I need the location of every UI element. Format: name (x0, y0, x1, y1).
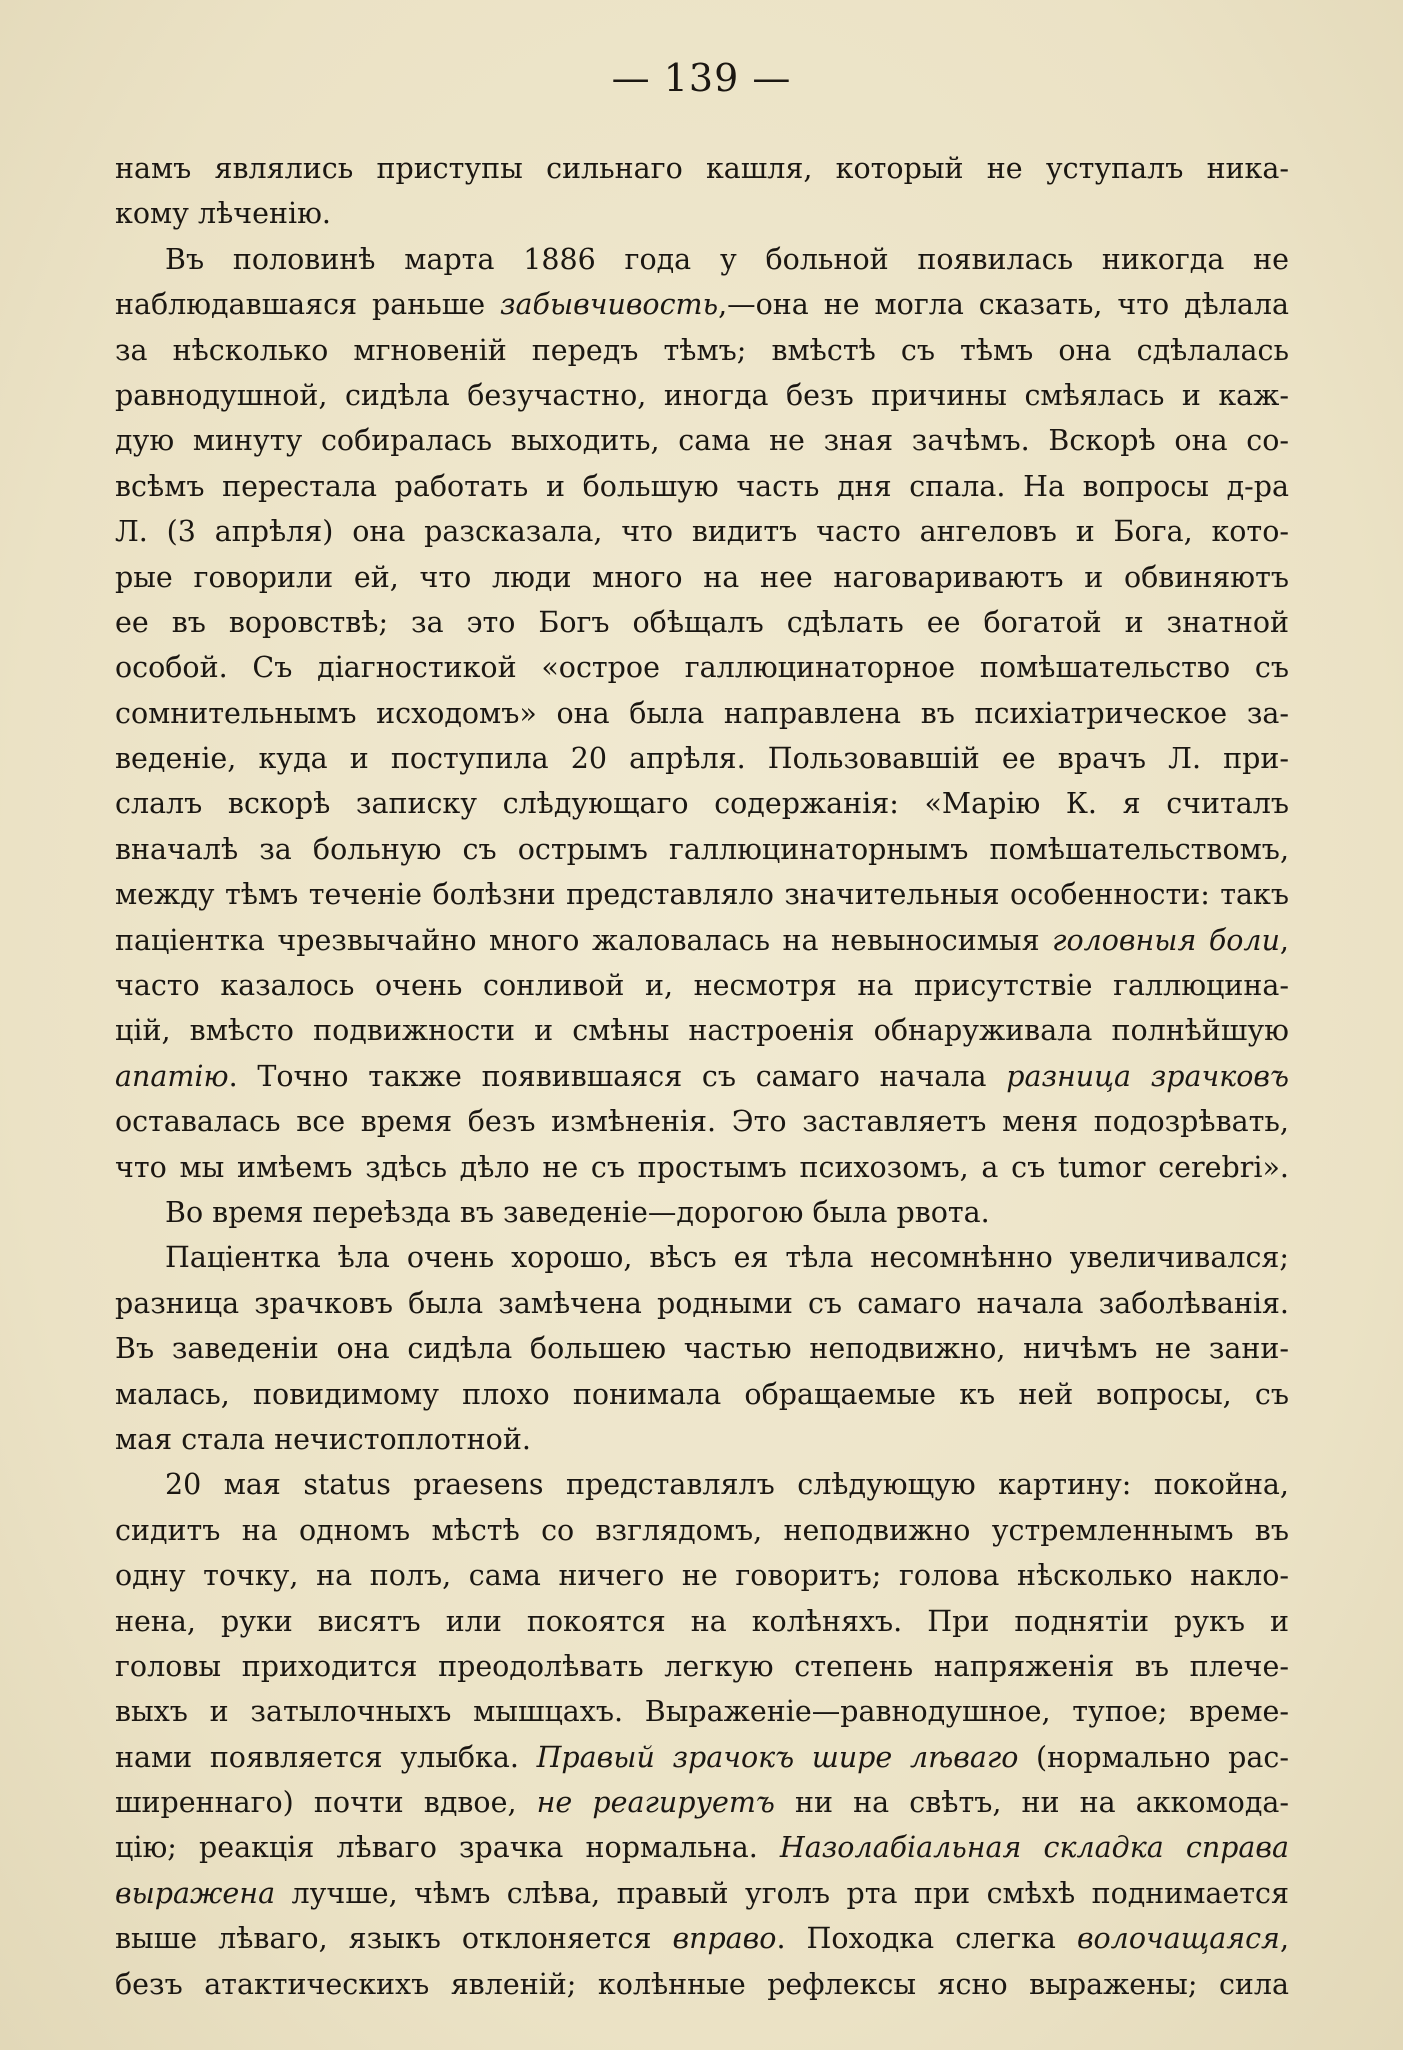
text-line: сидитъ на одномъ мѣстѣ со взглядомъ, неподвижно устремленнымъ въ (115, 1513, 1289, 1547)
text-line: Во время переѣзда въ заведеніе—дорогою была рвота. (165, 1195, 990, 1229)
text-line: выше лѣваго, языкъ отклоняется вправо. Походка слегка волочащаяся, (115, 1922, 1289, 1956)
emphasized-text: вправо (672, 1922, 777, 1956)
body-text (115, 146, 1289, 2007)
text-line: ее въ воровствѣ; за это Богъ обѣщалъ сдѣлать ее богатой и знатной (115, 605, 1289, 639)
text-line: ширеннаго) почти вдвое, не реагируетъ ни на свѣтъ, ни на аккомода- (115, 1786, 1289, 1820)
text-line: особой. Съ діагностикой «острое галлюцинаторное помѣшательство съ (115, 651, 1289, 685)
text-line: слалъ вскорѣ записку слѣдующаго содержанія: «Марію К. я считалъ (115, 787, 1289, 821)
text-line: равнодушной, сидѣла безучастно, иногда безъ причины смѣялась и каж- (115, 378, 1289, 412)
emphasized-text: забывчивость (500, 288, 719, 322)
text-line: Въ половинѣ марта 1886 года у больной появилась никогда не (165, 242, 1289, 276)
text-line: веденіе, куда и поступила 20 апрѣля. Пользовавшій ее врачъ Л. при- (115, 742, 1289, 776)
page-number: — 139 — (611, 56, 792, 100)
text-line: рые говорили ей, что люди много на нее наговариваютъ и обвиняютъ (115, 560, 1289, 594)
emphasized-text: головныя боли (1052, 923, 1280, 957)
text-line: апатію. Точно также появившаяся съ самаго начала разница зрачковъ (115, 1059, 1289, 1093)
emphasized-text: разница зрачковъ (1006, 1059, 1289, 1093)
text-line: вначалѣ за больную съ острымъ галлюцинаторнымъ помѣшательствомъ, (115, 832, 1289, 866)
text-line: малась, повидимому плохо понимала обращаемые къ ней вопросы, съ (115, 1377, 1289, 1411)
text-line: разница зрачковъ была замѣчена родными съ самаго начала заболѣванія. (115, 1286, 1289, 1320)
text-line: цію; реакція лѣваго зрачка нормальна. Назолабіальная складка справа (115, 1831, 1289, 1865)
text-line: всѣмъ перестала работать и большую часть дня спала. На вопросы д-ра (115, 469, 1289, 503)
text-line: головы приходится преодолѣвать легкую степень напряженія въ плече- (115, 1649, 1289, 1683)
text-line: дую минуту собиралась выходить, сама не зная зачѣмъ. Вскорѣ она со- (115, 424, 1289, 458)
emphasized-text: Назолабіальная складка справа (779, 1831, 1289, 1865)
text-line: паціентка чрезвычайно много жаловалась на невыносимыя головныя боли, (115, 923, 1289, 957)
text-line: нами появляется улыбка. Правый зрачокъ шире лѣваго (нормально рас- (115, 1740, 1289, 1774)
text-line: сомнительнымъ исходомъ» она была направлена въ психіатрическое за- (115, 696, 1289, 730)
text-line: мая стала нечистоплотной. (115, 1422, 531, 1456)
text-line: выхъ и затылочныхъ мышцахъ. Выраженіе—равнодушное, тупое; време- (115, 1695, 1289, 1729)
text-line: Паціентка ѣла очень хорошо, вѣсъ ея тѣла несомнѣнно увеличивался; (165, 1241, 1289, 1275)
text-line: между тѣмъ теченіе болѣзни представляло значительныя особенности: такъ (115, 878, 1289, 912)
text-line: часто казалось очень сонливой и, несмотря на присутствіе галлюцина- (115, 969, 1289, 1003)
text-line: одну точку, на полъ, сама ничего не говоритъ; голова нѣсколько накло- (115, 1559, 1289, 1593)
emphasized-text: выражена (115, 1876, 276, 1910)
emphasized-text: апатію (115, 1059, 229, 1093)
text-line: безъ атактическихъ явленій; колѣнные рефлексы ясно выражены; сила (115, 1967, 1289, 2001)
emphasized-text: Правый зрачокъ шире лѣваго (536, 1740, 1019, 1774)
text-line: за нѣсколько мгновеній передъ тѣмъ; вмѣстѣ съ тѣмъ она сдѣлалась (115, 333, 1289, 367)
text-line: 20 мая status praesens представлялъ слѣдующую картину: покойна, (165, 1468, 1289, 1502)
text-line: Л. (3 апрѣля) она разсказала, что видитъ часто ангеловъ и Бога, кото- (115, 515, 1289, 549)
emphasized-text: волочащаяся (1076, 1922, 1280, 1956)
text-line: нена, руки висятъ или покоятся на колѣняхъ. При поднятіи рукъ и (115, 1604, 1289, 1638)
text-line: что мы имѣемъ здѣсь дѣло не съ простымъ психозомъ, а съ tumor cerebri». (115, 1150, 1289, 1184)
text-line: цій, вмѣсто подвижности и смѣны настроенія обнаруживала полнѣйшую (115, 1014, 1289, 1048)
emphasized-text: не реагируетъ (536, 1786, 775, 1820)
text-line: намъ являлись приступы сильнаго кашля, который не уступалъ ника- (115, 152, 1289, 185)
text-line: оставалась все время безъ измѣненія. Это заставляетъ меня подозрѣвать, (115, 1105, 1289, 1139)
text-line: наблюдавшаяся раньше забывчивость,—она не могла сказать, что дѣлала (115, 288, 1289, 322)
text-line: кому лѣченію. (115, 197, 331, 231)
text-line: выражена лучше, чѣмъ слѣва, правый уголъ рта при смѣхѣ поднимается (115, 1876, 1289, 1910)
text-line: Въ заведеніи она сидѣла большею частью неподвижно, ничѣмъ не зани- (115, 1332, 1289, 1366)
